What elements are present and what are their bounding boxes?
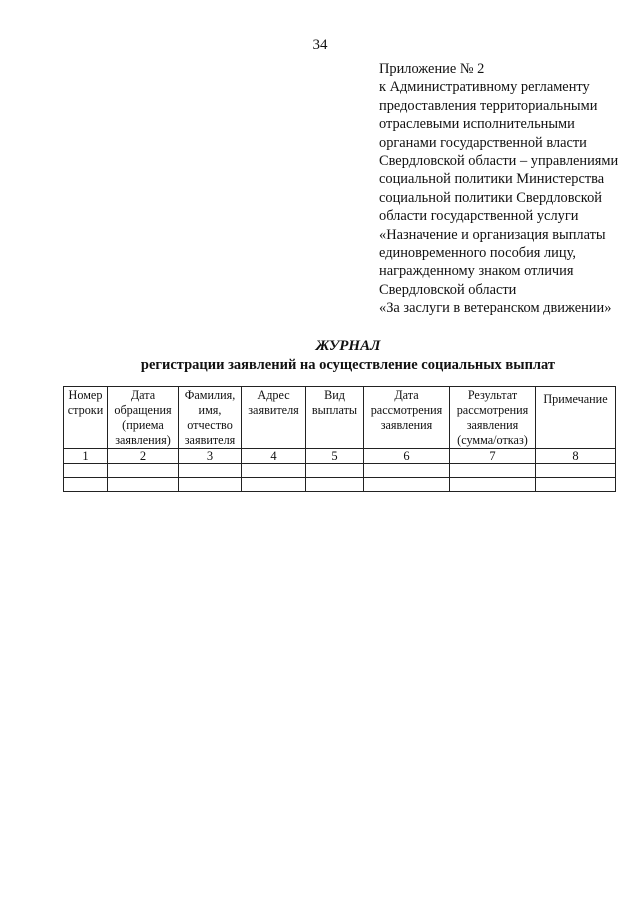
table-cell [364,478,450,492]
appendix-block [379,60,637,318]
appendix-line: «Назначение и организация выплаты [379,226,606,243]
table-cell [64,464,108,478]
appendix-line: награжденному знаком отличия [379,263,574,280]
table-cell [179,478,242,492]
appendix-line: Свердловской области – управлениями [379,153,619,170]
appendix-line: органами государственной власти [379,134,587,151]
appendix-line: социальной политики Свердловской [379,189,602,206]
column-number: 8 [536,449,616,464]
table-cell [536,464,616,478]
column-number: 1 [64,449,108,464]
table-cell [306,464,364,478]
appendix-line: к Административному регламенту [379,79,590,96]
column-header-line-number: Номер строки [64,387,108,449]
appendix-line: Свердловской области [379,281,517,298]
column-header-request-date: Дата обращения (приема заявления) [108,387,179,449]
column-number: 7 [450,449,536,464]
registration-table [63,386,616,492]
table-cell [364,464,450,478]
table-cell [536,478,616,492]
table-cell [108,478,179,492]
column-header-review-result: Результат рассмотрения заявления (сумма/отказ) [450,387,536,449]
table-cell [306,478,364,492]
appendix-line: отраслевыми исполнительными [379,116,575,133]
column-number: 4 [242,449,306,464]
column-number-row [64,449,616,464]
table-cell [179,464,242,478]
table-cell [242,478,306,492]
page-number: 34 [312,37,328,53]
journal-subtitle: регистрации заявлений на осуществление социальных выплат [140,357,556,373]
table-cell [64,478,108,492]
appendix-line: предоставления территориальными [379,97,598,114]
column-header-applicant-name: Фамилия, имя, отчество заявителя [179,387,242,449]
journal-title: ЖУРНАЛ [315,338,381,354]
column-number: 2 [108,449,179,464]
appendix-line: «За заслуги в ветеранском движении» [379,300,612,317]
table-row [64,478,616,492]
column-number: 6 [364,449,450,464]
appendix-line: единовременного пособия лицу, [379,245,576,262]
table-row [64,464,616,478]
appendix-line: социальной политики Министерства [379,171,605,188]
column-header-note: Примечание [536,387,616,449]
table-cell [450,478,536,492]
column-header-applicant-address: Адрес заявителя [242,387,306,449]
column-number: 5 [306,449,364,464]
column-number: 3 [179,449,242,464]
table-cell [450,464,536,478]
column-header-review-date: Дата рассмотрения заявления [364,387,450,449]
table-header-row [64,387,616,449]
column-header-payment-type: Вид выплаты [306,387,364,449]
appendix-line: Приложение № 2 [379,61,485,77]
table-cell [242,464,306,478]
table-cell [108,464,179,478]
appendix-line: области государственной услуги [379,208,579,225]
